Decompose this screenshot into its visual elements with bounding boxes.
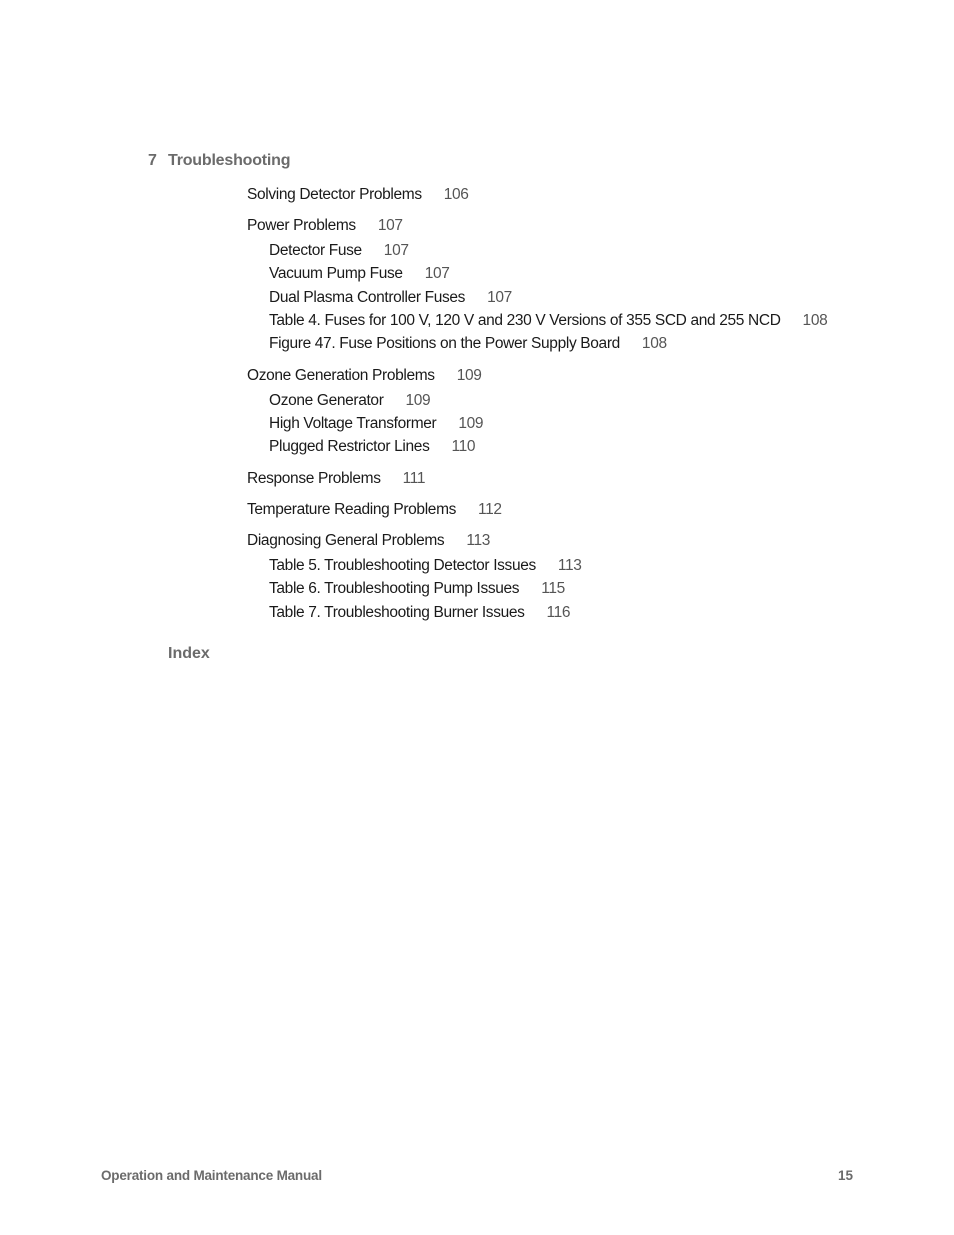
- toc-entry-page: 107: [424, 265, 450, 282]
- toc-entry-figure-47[interactable]: [269, 334, 667, 354]
- toc-entry-page: 106: [443, 186, 469, 203]
- toc-entry-label: Vacuum Pump Fuse: [269, 265, 403, 282]
- toc-entry-page: 109: [405, 392, 431, 409]
- toc-entry-label: Detector Fuse: [269, 242, 362, 259]
- chapter-title: Troubleshooting: [168, 152, 291, 169]
- toc-entry-page: 110: [451, 438, 476, 455]
- toc-entry-page: 115: [541, 580, 565, 597]
- toc-entry-page: 108: [802, 312, 828, 329]
- toc-entry-label: Temperature Reading Problems: [247, 501, 457, 518]
- toc-entry-table-4[interactable]: [269, 311, 827, 331]
- toc-entry-page: 113: [557, 557, 582, 574]
- toc-entry-dual-plasma-controller-fuses[interactable]: [269, 288, 512, 308]
- chapter-number: 7: [148, 152, 157, 169]
- toc-entry-detector-fuse[interactable]: [269, 241, 409, 261]
- chapter-heading: [148, 152, 290, 170]
- toc-entry-page: 112: [478, 501, 502, 518]
- toc-entry-plugged-restrictor-lines[interactable]: [269, 437, 475, 457]
- toc-entry-page: 113: [466, 532, 490, 549]
- toc-entry-page: 116: [546, 604, 571, 621]
- footer-manual-title: Operation and Maintenance Manual: [101, 1168, 322, 1183]
- toc-entry-label: Ozone Generator: [269, 392, 384, 409]
- toc-entry-temperature-reading-problems[interactable]: [247, 500, 502, 520]
- toc-entry-label: Figure 47. Fuse Positions on the Power Supply Board: [269, 335, 620, 352]
- toc-entry-solving-detector-problems[interactable]: [247, 185, 469, 205]
- toc-entry-label: Solving Detector Problems: [247, 186, 422, 203]
- toc-entry-label: Diagnosing General Problems: [247, 532, 445, 549]
- toc-entry-label: Power Problems: [247, 217, 356, 234]
- toc-entry-ozone-generation-problems[interactable]: [247, 366, 482, 386]
- footer-page-number: 15: [837, 1168, 853, 1183]
- toc-entry-response-problems[interactable]: [247, 469, 425, 489]
- toc-entry-vacuum-pump-fuse[interactable]: [269, 264, 450, 284]
- toc-entry-label: High Voltage Transformer: [269, 415, 437, 432]
- toc-entry-table-6[interactable]: [269, 579, 565, 599]
- toc-entry-page: 107: [377, 217, 403, 234]
- toc-entry-page: 107: [383, 242, 409, 259]
- toc-entry-page: 109: [458, 415, 484, 432]
- toc-entry-label: Plugged Restrictor Lines: [269, 438, 430, 455]
- toc-entry-label: Table 5. Troubleshooting Detector Issues: [269, 557, 536, 574]
- toc-entry-power-problems[interactable]: [247, 216, 403, 236]
- index-heading[interactable]: Index: [168, 645, 210, 662]
- toc-entry-page: 107: [487, 289, 512, 306]
- toc-entry-page: 108: [641, 335, 667, 352]
- toc-entry-page: 109: [456, 367, 482, 384]
- toc-entry-label: Table 6. Troubleshooting Pump Issues: [269, 580, 520, 597]
- toc-entry-table-5[interactable]: [269, 556, 582, 576]
- toc-entry-page: 111: [402, 470, 426, 487]
- toc-entry-label: Response Problems: [247, 470, 381, 487]
- toc-entry-label: Ozone Generation Problems: [247, 367, 435, 384]
- toc-entry-label: Dual Plasma Controller Fuses: [269, 289, 466, 306]
- toc-entry-label: Table 4. Fuses for 100 V, 120 V and 230 V Versions of 355 SCD and 255 NCD: [269, 312, 781, 329]
- toc-entry-label: Table 7. Troubleshooting Burner Issues: [269, 604, 525, 621]
- toc-entry-diagnosing-general-problems[interactable]: [247, 531, 490, 551]
- toc-entry-high-voltage-transformer[interactable]: [269, 414, 483, 434]
- toc-entry-ozone-generator[interactable]: [269, 391, 430, 411]
- toc-entry-table-7[interactable]: [269, 603, 570, 623]
